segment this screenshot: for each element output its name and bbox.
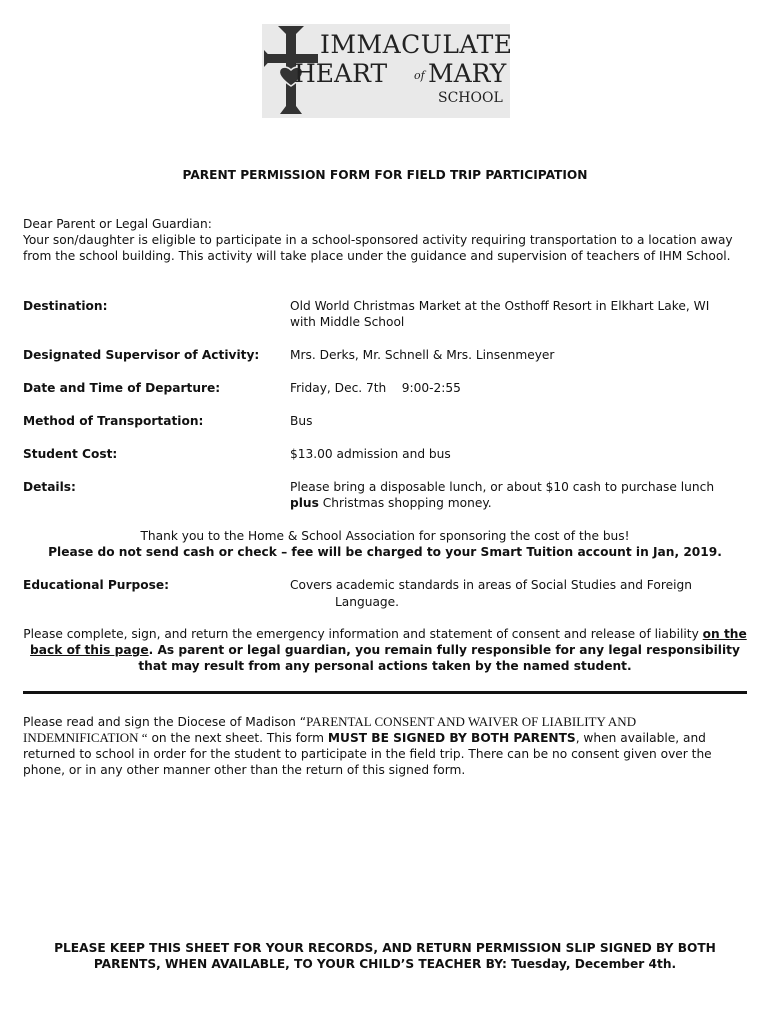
logo-line-of: of (414, 69, 425, 82)
departure-value: Friday, Dec. 7th 9:00-2:55 (290, 381, 461, 395)
logo-line-immaculate: IMMACULATE (320, 30, 513, 59)
school-logo (262, 24, 513, 118)
footer-instructions: PLEASE KEEP THIS SHEET FOR YOUR RECORDS, AND RETURN PERMISSION SLIP SIGNED BY BOTH PARENTS, WHEN AVAILABLE, TO YOUR CHILD’S TEACHER BY: Tuesday, December 4th. (54, 941, 716, 971)
logo-line-heart: HEART (294, 59, 388, 88)
cost-label: Student Cost: (23, 447, 118, 461)
transport-value: Bus (290, 414, 313, 428)
diocese-text-a: Please read and sign the Diocese of Madison “ (23, 715, 307, 729)
cost-value: $13.00 admission and bus (290, 447, 451, 461)
diocese-text-b: on the next sheet. This form (147, 731, 328, 745)
destination-label: Destination: (23, 299, 108, 313)
intro-paragraph: Your son/daughter is eligible to participate in a school-sponsored activity requiring transportation to a location away from the school building. This activity will take place under the guidance and supervision of teachers of IHM School. (23, 233, 733, 263)
diocese-text-c: , when available, and returned to school in order for the student to participate in the field trip. There can be no consent given over the phone, or in any other manner other than the return of this signed form. (23, 731, 712, 777)
section-divider (23, 691, 747, 694)
no-cash-note: Please do not send cash or check – fee will be charged to your Smart Tuition account in Jan, 2019. (48, 545, 722, 559)
form-title: PARENT PERMISSION FORM FOR FIELD TRIP PARTICIPATION (182, 168, 588, 182)
logo-line-mary: MARY (428, 59, 507, 88)
waiver-title: PARENTAL CONSENT AND WAIVER OF LIABILITY AND INDEMNIFICATION “ (23, 714, 637, 745)
complete-text-a: Please complete, sign, and return the emergency information and statement of consent and release of liability (23, 627, 703, 641)
supervisor-label: Designated Supervisor of Activity: (23, 348, 260, 362)
destination-value: Old World Christmas Market at the Osthoff Resort in Elkhart Lake, WI with Middle School (290, 299, 710, 329)
complete-text-b: . As parent or legal guardian, you remain fully responsible for any legal responsibility that may result from any personal actions taken by the named student. (138, 643, 740, 673)
departure-label: Date and Time of Departure: (23, 381, 221, 395)
supervisor-value: Mrs. Derks, Mr. Schnell & Mrs. Linsenmeyer (290, 348, 555, 362)
thanks-note: Thank you to the Home & School Association for sponsoring the cost of the bus! (140, 529, 630, 543)
purpose-value-line1: Covers academic standards in areas of Social Studies and Foreign (290, 578, 692, 592)
purpose-label: Educational Purpose: (23, 578, 169, 592)
details-value-line2: Christmas shopping money. (318, 496, 492, 510)
diocese-instructions (23, 714, 747, 778)
back-of-page-link: on the back of this page (30, 627, 747, 657)
purpose-value-line2: Language. (335, 595, 400, 609)
transport-label: Method of Transportation: (23, 414, 204, 428)
complete-instructions (23, 626, 747, 674)
details-value-plus: plus (290, 496, 319, 510)
greeting: Dear Parent or Legal Guardian: (23, 217, 212, 231)
both-parents-note: MUST BE SIGNED BY BOTH PARENTS (327, 731, 576, 745)
details-value-line1: Please bring a disposable lunch, or about $10 cash to purchase lunch (290, 480, 715, 494)
logo-line-school: SCHOOL (438, 90, 503, 106)
details-value (290, 479, 750, 511)
details-label: Details: (23, 480, 76, 494)
